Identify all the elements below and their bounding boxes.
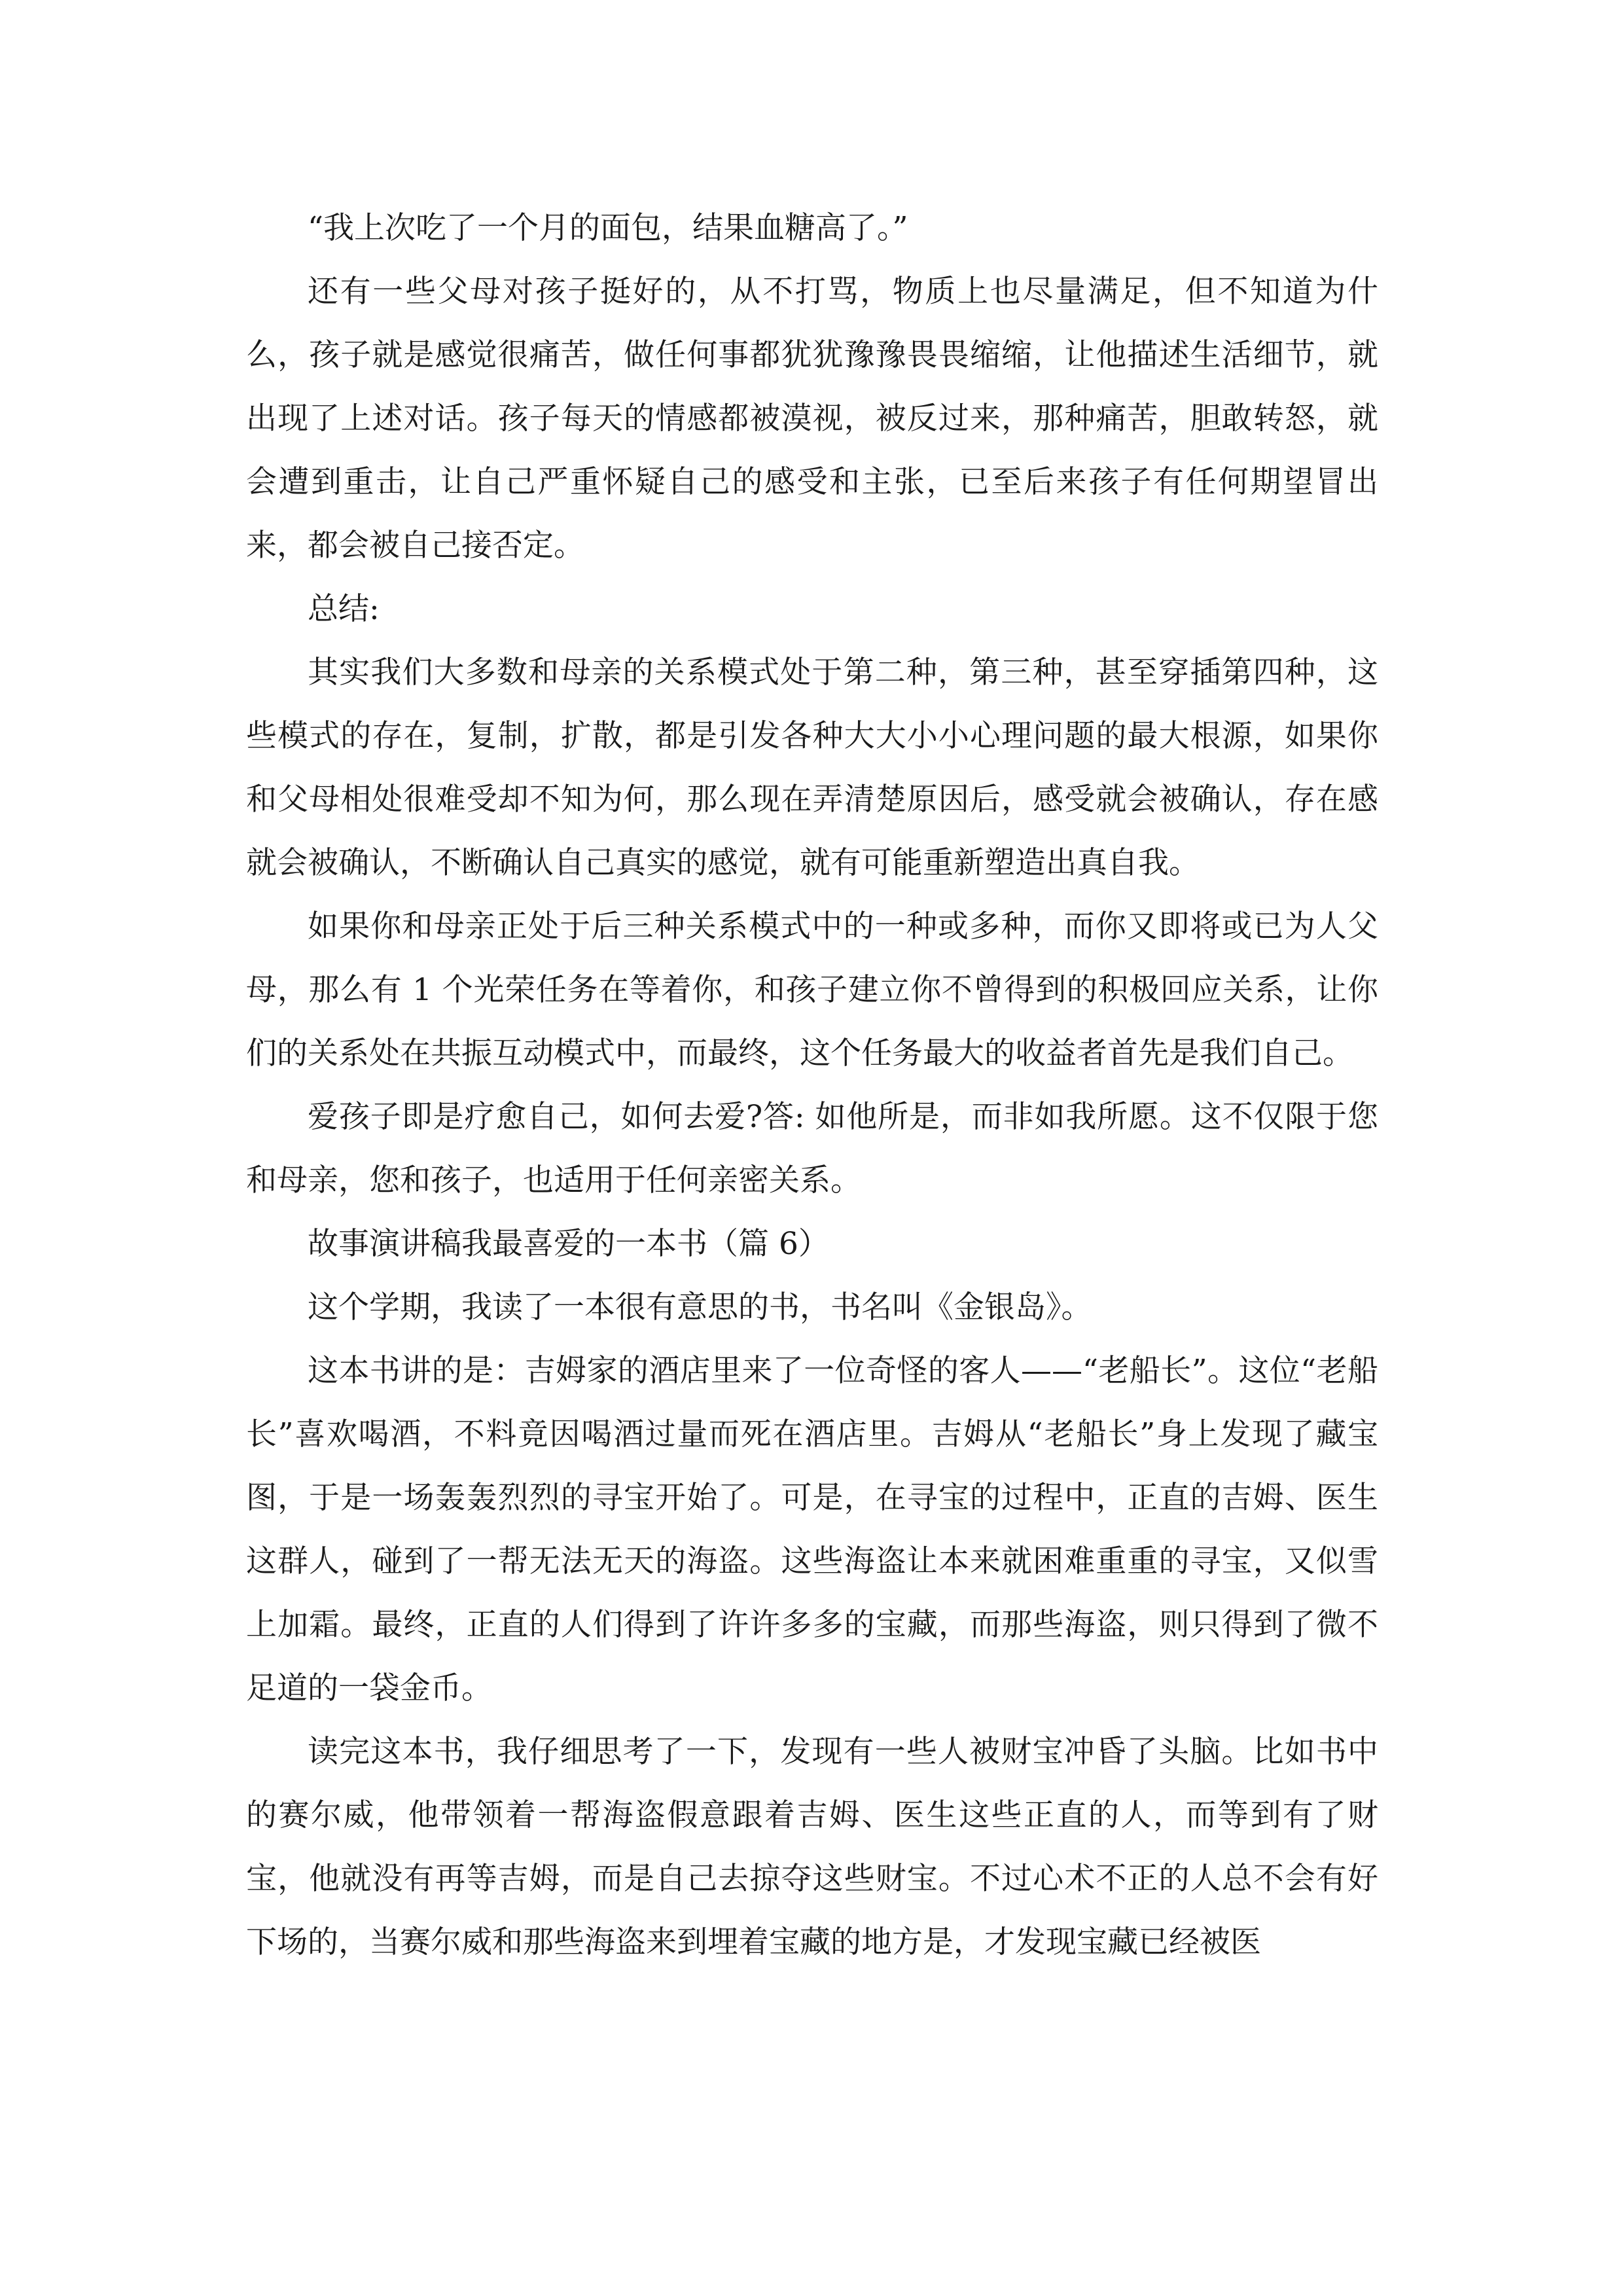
paragraph-relationship-modes: 其实我们大多数和母亲的关系模式处于第二种，第三种，甚至穿插第四种，这些模式的存在，复制，扩散，都是引发各种大大小小心理问题的最大根源，如果你和父母相处很难受却不知为何，那么现在弄清楚原因后，感受就会被确认，存在感就会被确认，不断确认自己真实的感觉，就有可能重新塑造出真自我。 [246,655,1378,881]
paragraph-glorious-task: 如果你和母亲正处于后三种关系模式中的一种或多种，而你又即将或已为人父母，那么有 1 个光荣任务在等着你，和孩子建立你不曾得到的积极回应关系，让你们的关系处在共振互动模式中，而最终，这个任务最大的收益者首先是我们自己。 [246,908,1378,1071]
paragraph-love-children: 爱孩子即是疗愈自己，如何去爱?答: 如他所是，而非如我所愿。这不仅限于您和母亲，您和孩子，也适用于任何亲密关系。 [246,1099,1378,1198]
paragraph-book-summary: 这本书讲的是：吉姆家的酒店里来了一位奇怪的客人——“老船长”。这位“老船长”喜欢喝酒，不料竟因喝酒过量而死在酒店里。吉姆从“老船长”身上发现了藏宝图，于是一场轰轰烈烈的寻宝开始了。可是，在寻宝的过程中，正直的吉姆、医生这群人，碰到了一帮无法无天的海盗。这些海盗让本来就困难重重的寻宝，又似雪上加霜。最终，正直的人们得到了许许多多的宝藏，而那些海盗，则只得到了微不足道的一袋金币。 [246,1353,1378,1706]
paragraph-quote: “我上次吃了一个月的面包，结果血糖高了。” [308,210,908,246]
paragraph-book-intro: 这个学期，我读了一本很有意思的书，书名叫《金银岛》。 [308,1289,1092,1325]
paragraph-summary-heading: 总结: [308,591,380,627]
section-title: 故事演讲稿我最喜爱的一本书（篇 6） [308,1226,829,1262]
document-body [246,196,1378,1974]
paragraph-reflection: 读完这本书，我仔细思考了一下，发现有一些人被财宝冲昏了头脑。比如书中的赛尔威，他带领着一帮海盗假意跟着吉姆、医生这些正直的人，而等到有了财宝，他就没有再等吉姆，而是自己去掠夺这些财宝。不过心术不正的人总不会有好下场的，当赛尔威和那些海盗来到埋着宝藏的地方是，才发现宝藏已经被医 [246,1734,1378,1960]
paragraph-parents: 还有一些父母对孩子挺好的，从不打骂，物质上也尽量满足，但不知道为什么，孩子就是感觉很痛苦，做任何事都犹犹豫豫畏畏缩缩，让他描述生活细节，就出现了上述对话。孩子每天的情感都被漠视，被反过来，那种痛苦，胆敢转怒，就会遭到重击，让自己严重怀疑自己的感受和主张，已至后来孩子有任何期望冒出来，都会被自己接否定。 [246,274,1378,564]
